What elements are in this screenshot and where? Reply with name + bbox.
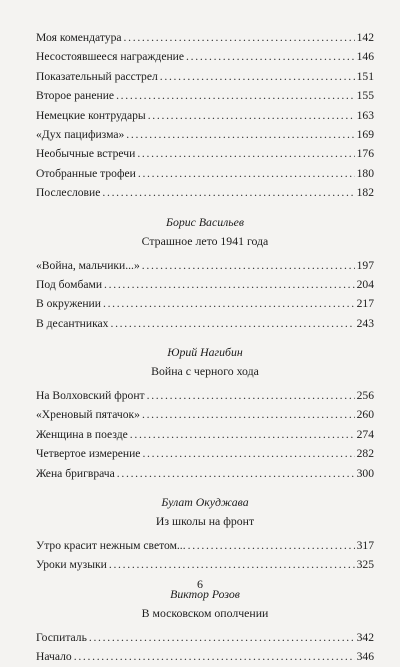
toc-leader-dots — [116, 86, 355, 105]
toc-entry — [36, 183, 374, 202]
toc-entry — [36, 86, 374, 105]
toc-entry-title: Показательный расстрел — [36, 69, 158, 83]
toc-entry — [36, 536, 374, 555]
toc-leader-dots — [103, 294, 355, 313]
toc-leader-dots — [188, 536, 355, 555]
toc-entry-title: Немецкие контрудары — [36, 108, 146, 122]
toc-entry-page: 169 — [356, 127, 374, 141]
section-book-title: Из школы на фронт — [155, 514, 255, 529]
toc-leader-dots — [74, 647, 355, 666]
toc-entry-title: «Дух пацифизма» — [36, 127, 125, 141]
toc-leader-dots — [148, 106, 355, 125]
toc-section — [36, 585, 374, 667]
toc-section — [36, 213, 374, 334]
toc-entry-title: Отобранные трофеи — [36, 166, 136, 180]
toc-leader-dots — [126, 125, 354, 144]
toc-entry — [36, 67, 374, 86]
toc-entry — [36, 647, 374, 666]
toc-leader-dots — [160, 67, 355, 86]
toc-entry-title: Необычные встречи — [36, 147, 136, 161]
toc-entry-title: Госпиталь — [36, 630, 87, 644]
page-number: 6 — [197, 577, 203, 591]
toc-leader-dots — [142, 444, 354, 463]
toc-entry-page: 176 — [356, 147, 374, 161]
toc-entry-title: «Хреновый пятачок» — [36, 408, 140, 422]
toc-entry-page: 146 — [356, 50, 374, 64]
toc-leader-dots — [109, 555, 355, 574]
toc-entry-page: 142 — [356, 31, 374, 44]
toc-entry-title: Четвертое измерение — [36, 447, 141, 461]
toc-entry — [36, 164, 374, 183]
toc-entry — [36, 144, 374, 163]
toc-entry-page: 325 — [356, 558, 374, 572]
toc-entry — [36, 386, 374, 405]
section-author: Булат Окуджава — [161, 495, 249, 510]
toc-leader-dots — [89, 628, 355, 647]
toc-entry-page: 274 — [356, 427, 374, 441]
section-book-title: Страшное лето 1941 года — [141, 233, 269, 248]
toc-entry — [36, 444, 374, 463]
toc-entry — [36, 47, 374, 66]
section-book-title: Война с черного хода — [151, 364, 259, 379]
toc-leader-dots — [104, 275, 355, 294]
toc-entry-page: 217 — [356, 297, 374, 311]
section-author: Юрий Нагибин — [167, 345, 243, 360]
toc-entry — [36, 28, 374, 47]
toc-entry — [36, 314, 374, 333]
toc-entry-page: 182 — [356, 186, 374, 200]
toc-entry-title: «Война, мальчики...» — [36, 258, 140, 272]
table-of-contents — [36, 28, 374, 667]
toc-entry-page: 346 — [356, 650, 374, 664]
toc-leader-dots — [124, 28, 355, 47]
toc-entry-title: Женщина в поезде — [36, 427, 128, 441]
toc-leader-dots — [142, 405, 355, 424]
toc-leader-dots — [147, 386, 355, 405]
toc-entry-page: 300 — [356, 466, 374, 480]
toc-entry-page: 282 — [356, 447, 374, 461]
toc-entry-title: Несостоявшееся награждение — [36, 50, 185, 64]
toc-entry — [36, 555, 374, 574]
toc-entry-title: Утро красит нежным светом... — [36, 539, 186, 553]
toc-entry — [36, 275, 374, 294]
toc-entry — [36, 628, 374, 647]
toc-entry-title: Начало — [36, 650, 72, 664]
toc-entry-page: 256 — [356, 389, 374, 403]
toc-entry — [36, 294, 374, 313]
toc-entry — [36, 464, 374, 483]
toc-intro-list — [36, 28, 374, 203]
toc-entry-page: 204 — [356, 277, 374, 291]
toc-entry-page: 155 — [356, 89, 374, 103]
toc-entry-page: 180 — [356, 166, 374, 180]
toc-leader-dots — [138, 164, 355, 183]
toc-entry-title: В десантниках — [36, 316, 109, 330]
toc-entry — [36, 425, 374, 444]
toc-entry-title: На Волховский фронт — [36, 389, 145, 403]
toc-leader-dots — [137, 144, 354, 163]
toc-leader-dots — [117, 464, 355, 483]
toc-entry-page: 260 — [356, 408, 374, 422]
toc-entry — [36, 256, 374, 275]
toc-leader-dots — [142, 256, 355, 275]
toc-entry-title: Второе ранение — [36, 89, 115, 103]
toc-entry-title: В окружении — [36, 297, 101, 311]
toc-entry-page: 197 — [356, 258, 374, 272]
toc-entry — [36, 106, 374, 125]
toc-entry-page: 163 — [356, 108, 374, 122]
toc-entry-page: 243 — [356, 316, 374, 330]
toc-leader-dots — [110, 314, 354, 333]
toc-entry-title: Уроки музыки — [36, 558, 107, 572]
toc-leader-dots — [186, 47, 355, 66]
toc-leader-dots — [102, 183, 354, 202]
toc-sections — [36, 213, 374, 667]
toc-entry-page: 151 — [356, 69, 374, 83]
toc-entry-page: 317 — [356, 539, 374, 553]
toc-entry-title: Моя комендатура — [36, 31, 122, 44]
section-book-title: В московском ополчении — [141, 605, 269, 620]
toc-entry — [36, 405, 374, 424]
toc-entry-page: 342 — [356, 630, 374, 644]
toc-entry-title: Под бомбами — [36, 277, 103, 291]
toc-entry-title: Послесловие — [36, 186, 101, 200]
section-author: Виктор Розов — [170, 586, 240, 601]
toc-leader-dots — [130, 425, 355, 444]
toc-entry-title: Жена бригврача — [36, 466, 115, 480]
section-author: Борис Васильев — [166, 214, 244, 229]
toc-section — [36, 343, 374, 483]
toc-entry — [36, 125, 374, 144]
toc-section — [36, 493, 374, 575]
